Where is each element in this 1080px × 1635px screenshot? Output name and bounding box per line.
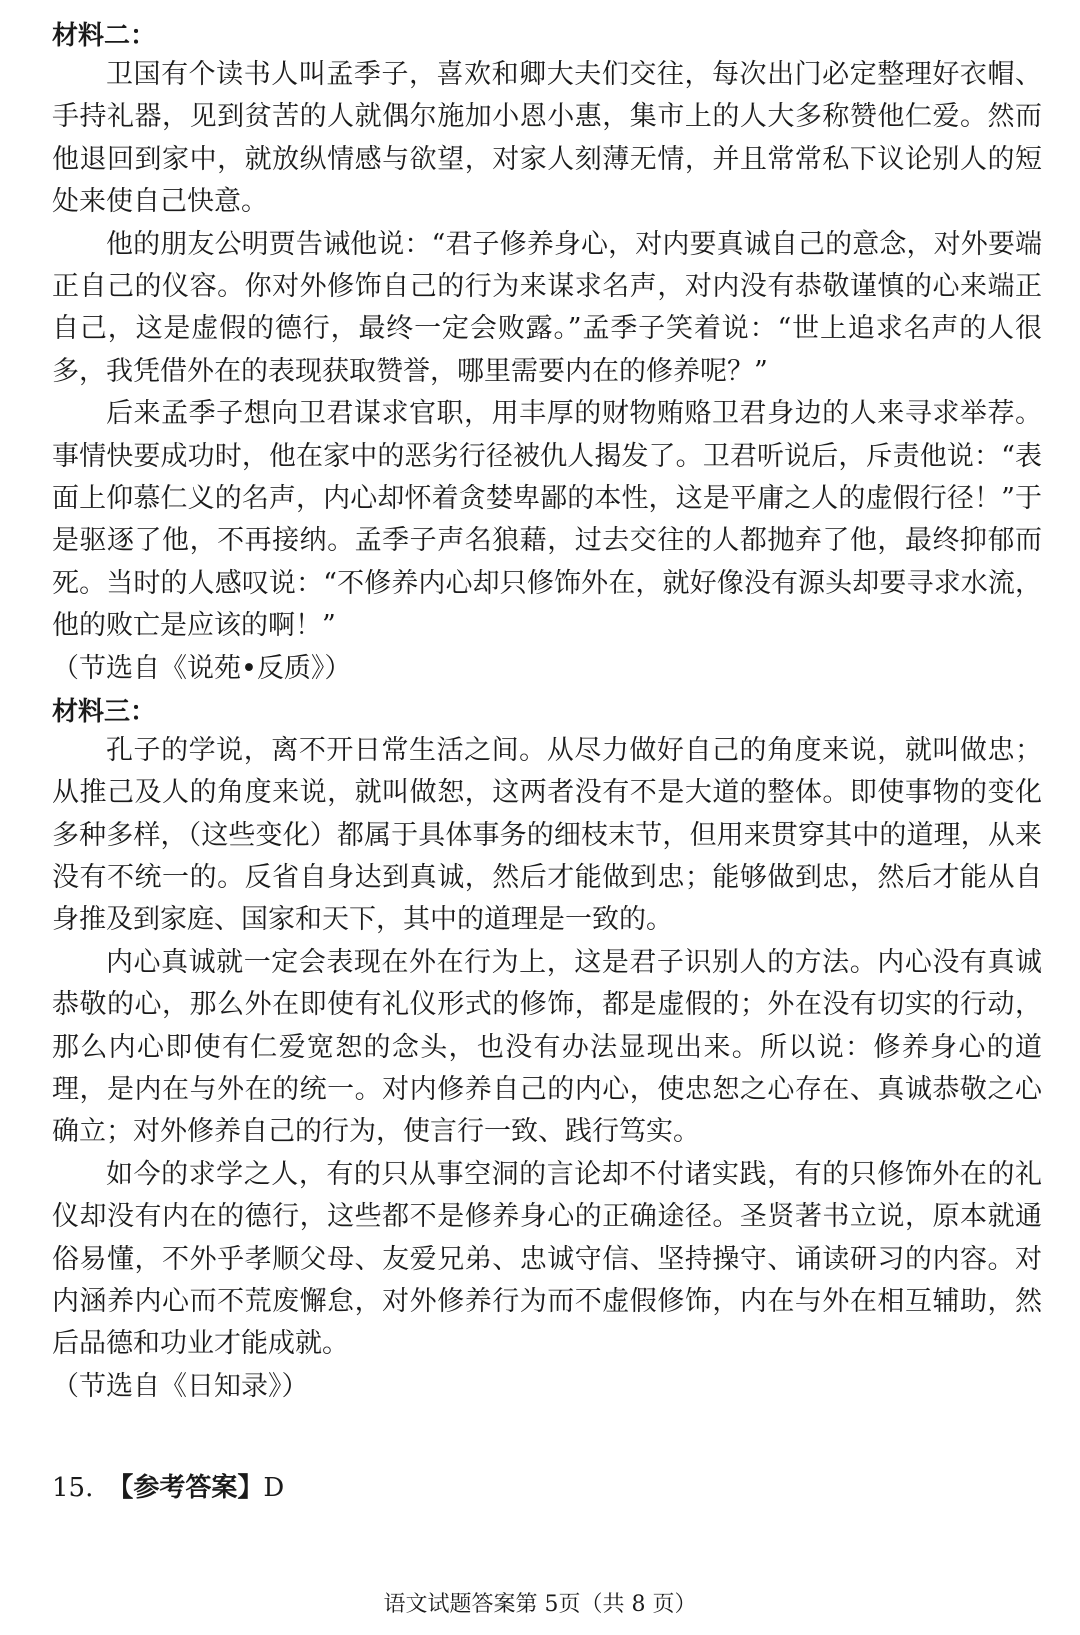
document-body [52,18,1042,1408]
question-number: 15. [52,1473,94,1503]
material-three-paragraph: 如今的求学之人，有的只从事空洞的言论却不付诸实践，有的只修饰外在的礼仪却没有内在的德行，这些都不是修养身心的正确途径。圣贤著书立说，原本就通俗易懂，不外乎孝顺父母、友爱兄弟、忠诚守信、坚持操守、诵读研习的内容。对内涵养内心而不荒废懈怠，对外修养行为而不虚假修饰，内在与外在相互辅助，然后品德和功业才能成就。 [52,1158,1042,1360]
material-three-source: （节选自《日知录》） [52,1370,309,1402]
answer-label: 【参考答案】 [107,1473,264,1503]
material-three-heading: 材料三： [52,696,157,727]
material-two-heading: 材料二： [52,21,157,51]
material-two-paragraph: 他的朋友公明贾告诫他说：“君子修养身心，对内要真诚自己的意念，对外要端正自己的仪容。你对外修饰自己的行为来谋求名声，对内没有恭敬谨慎的心来端正自己，这是虚假的德行，最终一定会败露。”孟季子笑着说：“世上追求名声的人很多，我凭借外在的表现获取赞誉，哪里需要内在的修养呢？” [52,228,1042,387]
material-two-paragraph: 卫国有个读书人叫孟季子，喜欢和卿大夫们交往，每次出门必定整理好衣帽、手持礼器，见到贫苦的人就偶尔施加小恩小惠，集市上的人大多称赞他仁爱。然而他退回到家中，就放纵情感与欲望，对家人刻薄无情，并且常常私下议论别人的短处来使自己快意。 [52,59,1042,218]
material-three-section [52,694,1042,1408]
material-three-paragraph: 孔子的学说，离不开日常生活之间。从尽力做好自己的角度来说，就叫做忠；从推己及人的角度来说，就叫做恕，这两者没有不是大道的整体。即使事物的变化多种多样，（这些变化）都属于具体事务的细枝末节，但用来贯穿其中的道理，从来没有不统一的。反省自身达到真诚，然后才能做到忠；能够做到忠，然后才能从自身推及到家庭、国家和天下，其中的道理是一致的。 [52,734,1042,936]
material-two-section [52,18,1042,690]
answer-line [52,1470,284,1506]
material-two-paragraph: 后来孟季子想向卫君谋求官职，用丰厚的财物贿赂卫君身边的人来寻求举荐。事情快要成功时，他在家中的恶劣行径被仇人揭发了。卫君听说后，斥责他说：“表面上仰慕仁义的名声，内心却怀着贪婪卑鄙的本性，这是平庸之人的虚假行径！”于是驱逐了他，不再接纳。孟季子声名狼藉，过去交往的人都抛弃了他，最终抑郁而死。当时的人感叹说：“不修养内心却只修饰外在，就好像没有源头却要寻求水流，他的败亡是应该的啊！” [52,398,1042,642]
page-footer: 语文试题答案第 5页（共 8 页） [383,1592,697,1617]
answer-value: D [263,1473,285,1503]
material-three-paragraph: 内心真诚就一定会表现在外在行为上，这是君子识别人的方法。内心没有真诚恭敬的心，那么外在即使有礼仪形式的修饰，都是虚假的；外在没有切实的行动，那么内心即使有仁爱宽恕的念头，也没有办法显现出来。所以说：修养身心的道理，是内在与外在的统一。对内修养自己的内心，使忠恕之心存在、真诚恭敬之心确立；对外修养自己的行为，使言行一致、践行笃实。 [52,946,1042,1148]
material-two-source: （节选自《说苑•反质》） [52,652,352,684]
